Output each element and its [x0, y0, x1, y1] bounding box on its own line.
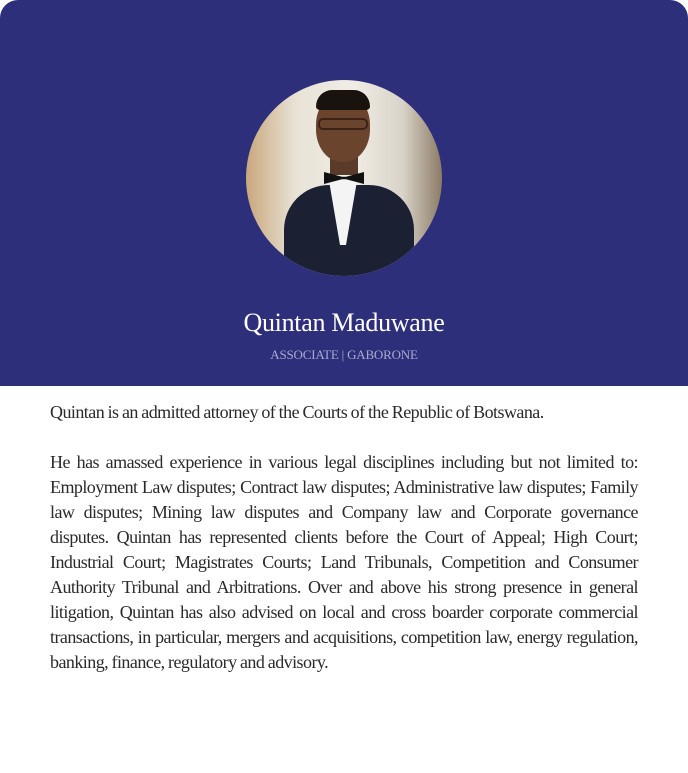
bio-paragraph: He has amassed experience in various legal disciplines including but not limited to: Employment Law disputes; Contract law disputes; Administrative law disputes; Family law disputes; Mining law disputes and Company law and Corporate governance disputes. Quintan has represented clients before the Court of Appeal; High Court; Industrial Court; Magistrates Courts; Land Tribunals, Competition and Consumer Authority Tribunal and Arbitrations. Over and above his strong presence in general litigation, Quintan has also advised on local and cross boarder corporate commercial transactions, in particular, mergers and acquisitions, competition law, energy regulation, banking, finance, regulatory and advisory. [50, 452, 638, 672]
profile-header [0, 0, 688, 386]
profile-bio [50, 400, 638, 700]
profile-name: Quintan Maduwane [243, 308, 445, 337]
profile-role: ASSOCIATE | GABORONE [270, 347, 418, 362]
profile-photo [246, 80, 442, 276]
bio-paragraph: Quintan is an admitted attorney of the Courts of the Republic of Botswana. [50, 402, 544, 422]
